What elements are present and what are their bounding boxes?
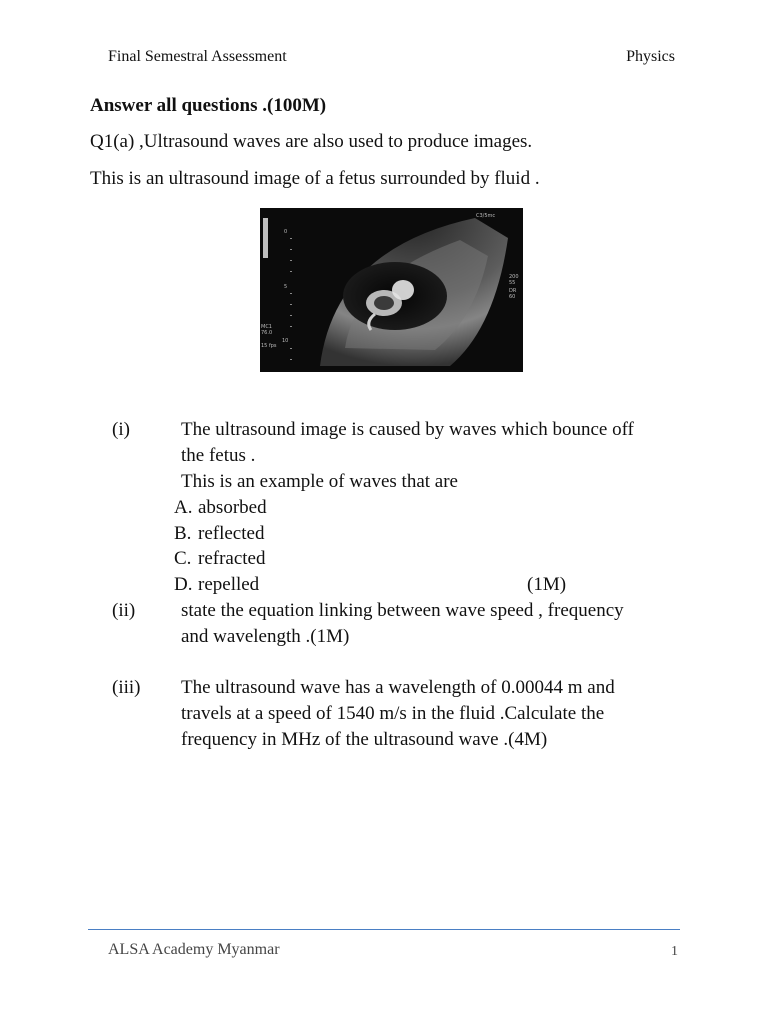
gain-bar	[263, 218, 268, 258]
option-letter: C.	[174, 548, 192, 569]
ultrasound-scan-graphic	[260, 208, 523, 372]
option-text: reflected	[198, 523, 265, 544]
question-text-line: This is an example of waves that are	[181, 471, 458, 492]
header-title: Final Semestral Assessment	[108, 48, 287, 65]
setting-label: 60	[509, 294, 516, 300]
question-text-line: state the equation linking between wave speed , frequency	[181, 600, 624, 621]
option-letter: B.	[174, 523, 192, 544]
question-number: (iii)	[112, 677, 141, 698]
setting-label: 15 fps	[261, 343, 277, 349]
option-text: refracted	[198, 548, 266, 569]
fetus-head	[392, 280, 414, 300]
setting-label: 55	[509, 280, 516, 286]
ultrasound-image	[260, 208, 523, 372]
question-intro-line: This is an ultrasound image of a fetus surrounded by fluid .	[90, 168, 540, 189]
setting-label: 200	[509, 274, 519, 280]
setting-label: MC1	[261, 324, 272, 330]
marks-label: (1M)	[527, 574, 567, 595]
option-text: repelled	[198, 574, 260, 595]
header-subject: Physics	[626, 48, 675, 65]
question-number: (i)	[112, 419, 130, 440]
setting-label: DR	[509, 288, 517, 294]
depth-label: 0	[284, 229, 288, 235]
probe-label: C3/5mc	[476, 213, 496, 219]
question-text-line: and wavelength .(1M)	[181, 626, 350, 647]
depth-label: 10	[282, 338, 289, 344]
question-text-line: the fetus .	[181, 445, 256, 466]
depth-label: 5	[284, 284, 288, 290]
page-number: 1	[671, 944, 678, 959]
footer-divider	[88, 929, 680, 930]
option-letter: D.	[174, 574, 193, 595]
question-number: (ii)	[112, 600, 136, 621]
setting-label: 76.0	[261, 330, 273, 336]
question-text-line: The ultrasound image is caused by waves which bounce off	[181, 419, 634, 440]
instructions-heading: Answer all questions .(100M)	[90, 95, 327, 116]
question-intro-line: Q1(a) ,Ultrasound waves are also used to produce images.	[90, 131, 533, 152]
question-text-line: The ultrasound wave has a wavelength of 0.00044 m and	[181, 677, 615, 698]
question-text-line: frequency in MHz of the ultrasound wave .(4M)	[181, 729, 548, 750]
question-text-line: travels at a speed of 1540 m/s in the fluid .Calculate the	[181, 703, 605, 724]
option-text: absorbed	[198, 497, 267, 518]
option-letter: A.	[174, 497, 193, 518]
footer-school: ALSA Academy Myanmar	[108, 941, 280, 958]
